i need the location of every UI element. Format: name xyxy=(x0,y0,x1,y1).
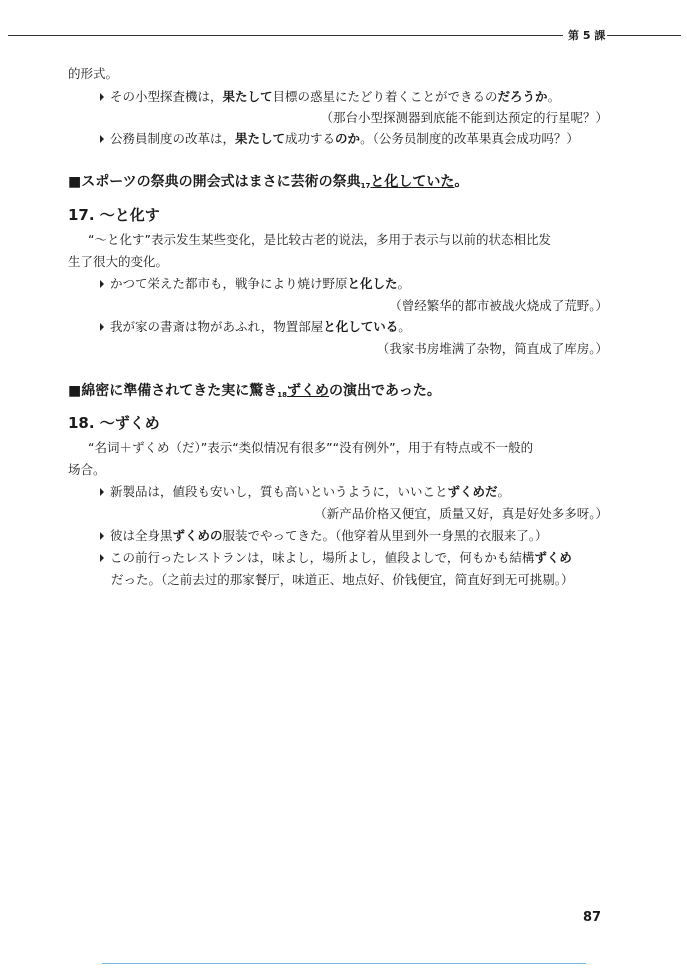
paragraph-line xyxy=(111,572,574,588)
keyword: 果たして xyxy=(235,131,286,146)
paragraph-line xyxy=(88,440,533,456)
text: 。 xyxy=(397,276,411,291)
text: だった。（之前去过的那家餐厅，味道正、地点好、价钱便宜，简直好到无可挑剔。） xyxy=(111,572,574,587)
underlined-phrase: と化していた xyxy=(370,174,455,190)
paragraph-line xyxy=(68,254,168,270)
lesson-header: 第 5 課 xyxy=(568,29,606,42)
keyword: ずくめの xyxy=(172,528,223,543)
paragraph-line xyxy=(88,232,551,248)
text: ■綿密に準備されてきた実に驚き xyxy=(68,383,278,399)
keyword: のか xyxy=(335,131,361,146)
text: 我が家の書斎は物があふれ，物置部屋 xyxy=(110,319,324,334)
text: 。 xyxy=(547,89,561,104)
example-sentence xyxy=(100,484,510,500)
text: その小型探査機は， xyxy=(110,89,223,104)
text: （那台小型探测器到底能不能到达预定的行星呢？） xyxy=(320,110,608,125)
bullet-triangle-icon xyxy=(100,554,104,562)
paragraph-line xyxy=(68,462,106,478)
header-rule-right xyxy=(607,35,681,36)
text: “名词＋ずくめ（だ）”表示“类似情况有很多”“没有例外”，用于有特点或不一般的 xyxy=(88,440,534,455)
text: 。 xyxy=(497,484,511,499)
section-title xyxy=(68,207,160,223)
text: 。（公务员制度的改革果真会成功吗？） xyxy=(360,131,579,146)
footnote-number: 17 xyxy=(360,182,371,190)
keyword: ずくめだ xyxy=(447,484,498,499)
text: 生了很大的变化。 xyxy=(68,254,169,269)
text: （新产品价格又便宜，质量又好，真是好处多多呀。） xyxy=(314,506,608,521)
keyword: と化した xyxy=(347,276,398,291)
keyword: だろうか xyxy=(497,89,548,104)
text: 公務員制度の改革は， xyxy=(110,131,236,146)
keyword: と化している xyxy=(323,319,399,334)
text: 新製品は，値段も安いし，質も高いというように，いいこと xyxy=(110,484,448,499)
keyword: 果たして xyxy=(222,89,273,104)
text: 。 xyxy=(454,174,469,190)
bullet-triangle-icon xyxy=(100,93,104,101)
example-heading xyxy=(68,383,441,403)
text: 17. ～と化す xyxy=(68,206,160,224)
text: （我家书房堆满了杂物，简直成了库房。） xyxy=(376,341,608,356)
text: かつて栄えた都市も，戦争により焼け野原 xyxy=(110,276,348,291)
text: 。 xyxy=(398,319,411,334)
text: 彼は全身黒 xyxy=(110,528,173,543)
bullet-triangle-icon xyxy=(100,323,104,331)
underlined-phrase: ずくめ xyxy=(286,383,329,399)
footnote-number: 18 xyxy=(277,391,287,399)
text: 18. ～ずくめ xyxy=(68,414,160,432)
paragraph-line xyxy=(68,66,118,82)
bullet-triangle-icon xyxy=(100,488,104,496)
section-title xyxy=(68,415,160,431)
text: ■スポーツの祭典の開会式はまさに芸術の祭典 xyxy=(68,174,361,190)
example-sentence xyxy=(100,550,572,566)
translation xyxy=(314,506,608,522)
example-heading xyxy=(68,174,468,194)
translation xyxy=(320,110,608,126)
text: この前行ったレストランは，味よし，場所よし，値段よしで，何もかも結構 xyxy=(110,550,535,565)
translation xyxy=(377,341,608,357)
text: 场合。 xyxy=(68,462,106,477)
example-sentence xyxy=(100,276,410,292)
text: “～と化す”表示发生某些变化，是比较古老的说法，多用于表示与以前的状态相比发 xyxy=(88,232,551,247)
text: （曾经繁华的都市被战火烧成了荒野。） xyxy=(389,298,608,313)
bullet-triangle-icon xyxy=(100,280,104,288)
bullet-triangle-icon xyxy=(100,135,104,143)
header-rule-left xyxy=(8,35,563,36)
text: 服装でやってきた。（他穿着从里到外一身黑的衣服来了。） xyxy=(222,528,548,543)
bottom-rule xyxy=(102,963,586,964)
example-sentence xyxy=(100,319,411,335)
text: 成功する xyxy=(285,131,336,146)
text: 目標の惑星にたどり着くことができるの xyxy=(272,89,498,104)
translation xyxy=(389,298,608,314)
bullet-triangle-icon xyxy=(100,532,104,540)
text: 的形式。 xyxy=(68,66,119,81)
example-sentence xyxy=(100,89,560,105)
example-sentence xyxy=(100,131,579,147)
page-number: 87 xyxy=(583,910,602,925)
text: の演出であった。 xyxy=(328,383,441,399)
keyword: ずくめ xyxy=(534,550,572,565)
example-sentence xyxy=(100,528,548,544)
